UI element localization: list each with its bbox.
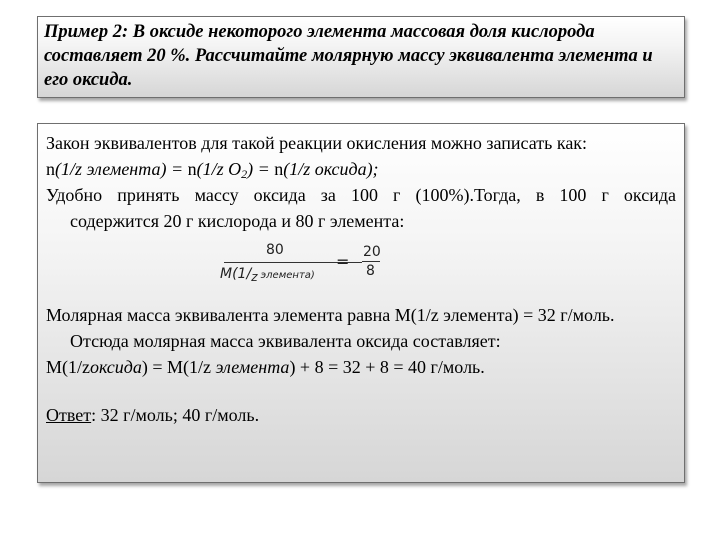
equals-sign: = xyxy=(336,252,350,271)
element-equivalent-line: Молярная масса эквивалента элемента равна М(1/z элемента) = 32 г/моль. xyxy=(46,305,615,325)
oxide-calc-line xyxy=(46,354,676,380)
spacer xyxy=(46,380,676,402)
assumption-line: Удобно принять массу оксида за 100 г (100%).Тогда, в 100 г оксида xyxy=(46,185,676,205)
n-symbol: n xyxy=(187,159,197,179)
fraction2-bar xyxy=(362,261,380,262)
answer-text: : 32 г/моль; 40 г/моль. xyxy=(91,405,260,425)
problem-title: Пример 2: В оксиде некоторого элемента массовая доля кислорода составляет 20 %. Рассчитайте молярную массу эквивалента элемента и его оксида. xyxy=(44,22,653,90)
den-part: элемента) xyxy=(257,270,315,281)
fraction-formula xyxy=(46,234,676,302)
calc-part: ) + 8 = 32 + 8 = 40 г/моль. xyxy=(289,357,485,377)
calc-part: элемента xyxy=(215,357,290,377)
fraction-denominator xyxy=(220,266,315,282)
calc-part: М(1/z xyxy=(46,357,90,377)
eq-part: ) = xyxy=(247,159,275,179)
den-part: M( xyxy=(220,266,238,282)
eq-part: (1/z элемента) = xyxy=(55,159,188,179)
n-symbol: n xyxy=(46,159,55,179)
eq-part: (1/z оксида); xyxy=(283,159,379,179)
oxide-intro-line: Отсюда молярная масса эквивалента оксида составляет: xyxy=(70,331,501,351)
equivalents-law-line: Закон эквивалентов для такой реакции окисления можно записать как: xyxy=(46,133,588,153)
fraction-numerator: 80 xyxy=(266,242,284,258)
answer-label: Ответ xyxy=(46,405,92,425)
assumption-line-cont: содержится 20 г кислорода и 80 г элемента: xyxy=(70,211,405,231)
den-part: / xyxy=(246,266,252,282)
fraction2-denominator: 8 xyxy=(366,263,375,279)
den-part: 1 xyxy=(237,266,247,282)
solution-box xyxy=(37,123,685,483)
eq-part: (1/z O xyxy=(196,159,242,179)
n-symbol: n xyxy=(274,159,284,179)
subscript: 2 xyxy=(241,167,248,181)
fraction2-numerator: 20 xyxy=(363,244,381,260)
equivalents-equation xyxy=(46,156,676,182)
den-part: z xyxy=(251,270,258,284)
title-box xyxy=(37,16,685,98)
calc-part: оксида xyxy=(90,357,142,377)
calc-part: ) = М(1/z xyxy=(141,357,216,377)
answer-line xyxy=(46,402,676,428)
